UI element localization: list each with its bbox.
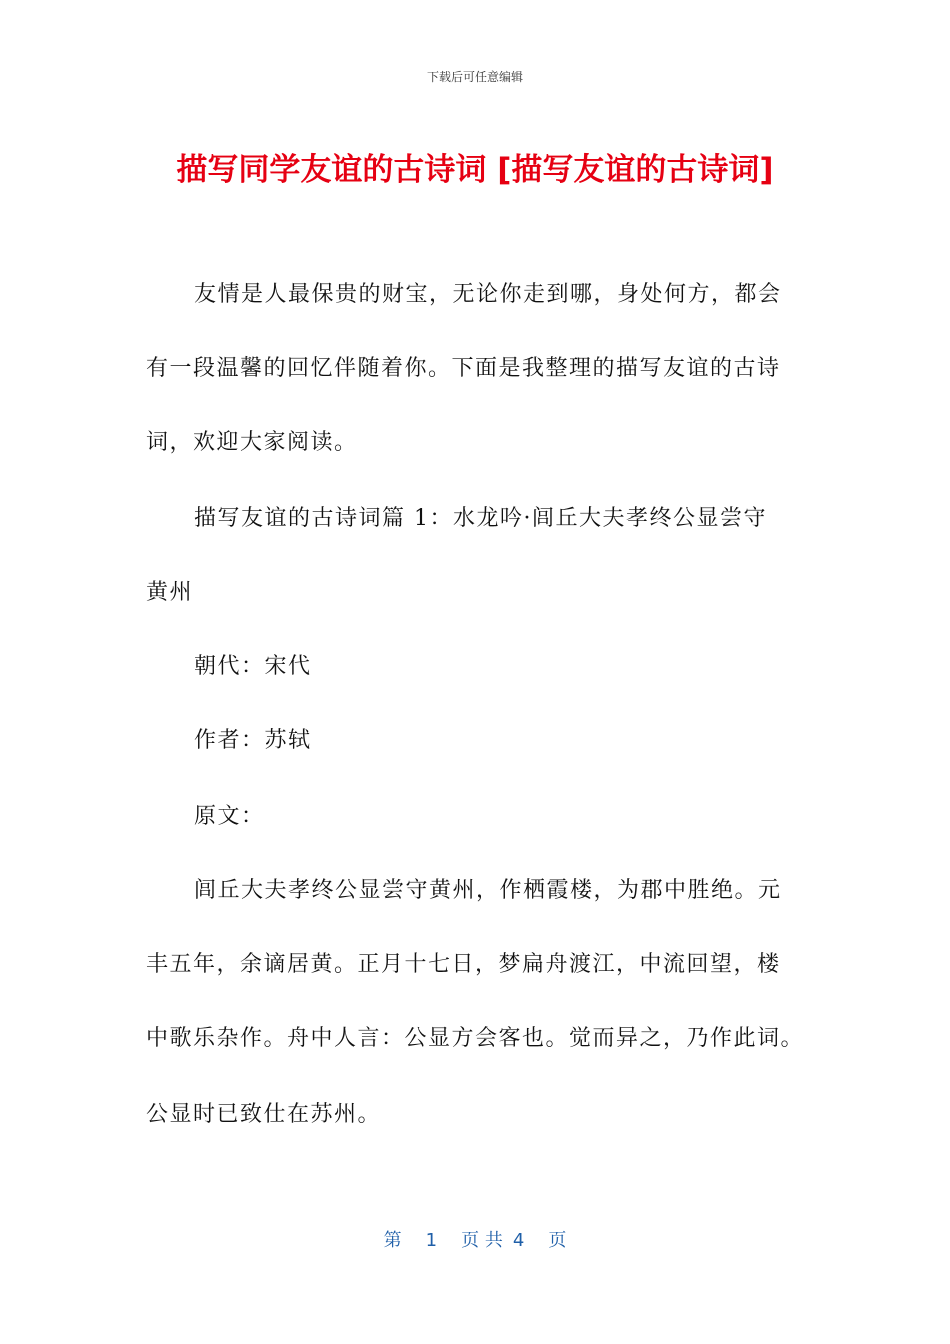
paragraph-line: 丰五年，余谪居黄。正月十七日，梦扁舟渡江，中流回望，楼 <box>146 952 781 977</box>
current-page-number: 1 <box>425 1230 438 1251</box>
paragraph-line: 词，欢迎大家阅读。 <box>146 430 358 455</box>
dynasty-line: 朝代：宋代 <box>194 654 312 679</box>
total-pages-number: 4 <box>512 1230 525 1251</box>
paragraph-line: 公显时已致仕在苏州。 <box>146 1102 382 1127</box>
header-note: 下载后可任意编辑 <box>426 70 523 84</box>
original-text-label: 原文： <box>194 804 265 829</box>
document-title: 描写同学友谊的古诗词 [描写友谊的古诗词] <box>176 152 774 188</box>
author-line: 作者：苏轼 <box>194 728 312 753</box>
paragraph-line: 黄州 <box>146 580 194 605</box>
paragraph-line: 友情是人最保贵的财宝，无论你走到哪，身处何方，都会 <box>194 282 782 307</box>
paragraph-line: 闾丘大夫孝终公显尝守黄州，作栖霞楼，为郡中胜绝。元 <box>194 878 782 903</box>
paragraph-line: 描写友谊的古诗词篇 1：水龙吟·闾丘大夫孝终公显尝守 <box>194 506 767 531</box>
page-suffix: 页 <box>548 1230 567 1251</box>
page-mid: 页 共 <box>461 1230 503 1251</box>
paragraph-line: 有一段温馨的回忆伴随着你。下面是我整理的描写友谊的古诗 <box>146 356 781 381</box>
page-prefix: 第 <box>383 1230 402 1251</box>
paragraph-line: 中歌乐杂作。舟中人言：公显方会客也。觉而异之，乃作此词。 <box>146 1026 805 1051</box>
page-footer <box>0 1226 950 1252</box>
